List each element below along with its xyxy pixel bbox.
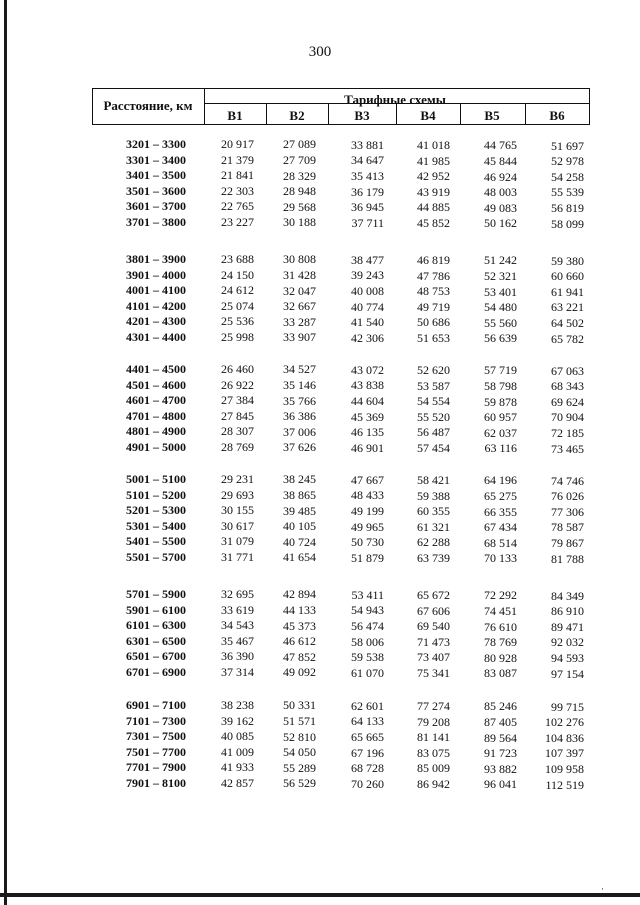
tariff-value-b2: 38 245 (283, 472, 316, 487)
distance-range: 3201 – 3300 (126, 137, 186, 151)
tariff-value-b1: 36 390 (221, 649, 254, 664)
column-header-b4: B4 (420, 108, 436, 123)
tariff-value-b6: 58 099 (551, 216, 584, 231)
distance-range: 6901 – 7100 (126, 698, 186, 712)
tariff-value-b3: 53 411 (351, 587, 384, 602)
tariff-value-b1: 28 307 (221, 424, 254, 439)
tariff-value-b1: 34 543 (221, 618, 254, 633)
distance-range: 5901 – 6100 (126, 602, 186, 617)
tariff-value-b4: 44 885 (417, 200, 450, 215)
tariff-value-b2: 49 092 (283, 665, 316, 680)
tariff-value-b6: 52 978 (551, 154, 584, 169)
tariff-value-b5: 58 798 (484, 378, 517, 393)
tariff-value-b2: 34 527 (283, 362, 316, 377)
tariff-value-b3: 45 369 (351, 409, 384, 424)
distance-range: 5701 – 5900 (126, 587, 186, 601)
tariff-value-b3: 61 070 (351, 665, 384, 680)
tariff-value-b6: 73 465 (551, 441, 584, 456)
column-header-b3: B3 (354, 108, 370, 123)
tariff-value-b6: 56 819 (551, 201, 584, 215)
tariff-value-b2: 31 428 (283, 268, 316, 282)
tariff-value-b1: 24 612 (221, 283, 254, 298)
tariff-value-b1: 39 162 (221, 713, 254, 728)
tariff-value-b2: 36 386 (283, 409, 316, 424)
tariff-value-b6: 70 904 (551, 410, 584, 425)
tariff-value-b3: 59 538 (351, 650, 384, 665)
tariff-value-b5: 87 405 (484, 714, 517, 729)
tariff-value-b5: 54 480 (484, 300, 517, 315)
tariff-value-b1: 24 150 (221, 267, 254, 282)
tariff-value-b6: 77 306 (551, 504, 584, 519)
tariff-value-b3: 43 838 (351, 378, 384, 393)
tariff-value-b6: 65 782 (551, 331, 584, 346)
tariff-value-b4: 58 421 (417, 473, 450, 487)
tariff-value-b1: 29 693 (221, 487, 254, 502)
tariff-value-b1: 38 238 (221, 698, 254, 712)
tariff-value-b6: 63 221 (551, 300, 584, 315)
distance-range: 3701 – 3800 (126, 215, 186, 229)
tariff-value-b1: 23 227 (221, 215, 254, 229)
tariff-value-b2: 52 810 (283, 729, 316, 744)
tariff-value-b2: 29 568 (283, 199, 316, 214)
tariff-value-b1: 26 922 (221, 377, 254, 392)
distance-range: 3801 – 3900 (126, 252, 186, 266)
distance-range: 7501 – 7700 (126, 744, 186, 759)
tariff-value-b2: 54 050 (283, 745, 316, 760)
tariff-value-b3: 43 072 (351, 362, 384, 377)
tariff-value-b2: 33 287 (283, 314, 316, 329)
distance-range: 4301 – 4400 (126, 330, 186, 344)
tariff-value-b5: 50 162 (484, 216, 517, 231)
tariff-value-b4: 45 852 (417, 216, 450, 230)
tariff-value-b4: 53 587 (417, 378, 450, 393)
tariff-value-b2: 46 612 (283, 634, 316, 649)
tariff-value-b6: 54 258 (551, 169, 584, 184)
distance-range: 7901 – 8100 (126, 776, 186, 790)
tariff-value-b1: 30 155 (221, 503, 254, 518)
tariff-value-b5: 96 041 (484, 777, 517, 792)
tariff-value-b3: 48 433 (351, 488, 384, 503)
tariff-value-b5: 70 133 (484, 551, 517, 566)
distance-range: 3301 – 3400 (126, 152, 186, 167)
tariff-value-b6: 55 539 (551, 185, 584, 200)
tariff-value-b1: 26 460 (221, 362, 254, 376)
tariff-value-b5: 83 087 (484, 666, 517, 681)
tariff-value-b2: 47 852 (283, 649, 316, 664)
distance-range: 4801 – 4900 (126, 424, 186, 439)
tariff-value-b4: 47 786 (417, 268, 450, 283)
tariff-value-b3: 65 665 (351, 729, 384, 744)
tariff-value-b5: 49 083 (484, 200, 517, 215)
tariff-value-b1: 21 841 (221, 168, 254, 183)
tariff-value-b4: 73 407 (417, 650, 450, 665)
tariff-value-b2: 37 626 (283, 440, 316, 455)
tariff-value-b4: 41 018 (417, 138, 450, 152)
tariff-value-b6: 64 502 (551, 316, 584, 330)
tariff-value-b2: 30 808 (283, 252, 316, 267)
distance-range: 5201 – 5300 (126, 503, 186, 518)
distance-range: 4001 – 4100 (126, 283, 186, 298)
distance-range: 4501 – 4600 (126, 377, 186, 392)
tariff-value-b1: 21 379 (221, 152, 254, 167)
tariff-value-b1: 30 617 (221, 518, 254, 533)
tariff-value-b3: 50 730 (351, 535, 384, 550)
tariff-value-b6: 102 276 (545, 715, 584, 730)
tariff-value-b3: 46 901 (351, 440, 384, 455)
distance-range: 6701 – 6900 (126, 665, 186, 679)
tariff-value-b5: 55 560 (484, 315, 517, 330)
tariff-value-b4: 75 341 (417, 666, 450, 680)
tariff-value-b4: 77 274 (417, 699, 450, 713)
distance-range: 6301 – 6500 (126, 633, 186, 648)
tariff-value-b2: 56 529 (283, 776, 316, 791)
tariff-value-b1: 25 074 (221, 298, 254, 313)
distance-range: 4201 – 4300 (126, 314, 186, 329)
tariff-value-b6: 89 471 (551, 619, 584, 634)
tariff-value-b6: 69 624 (551, 394, 584, 409)
tariff-value-b1: 32 695 (221, 587, 254, 601)
tariff-value-b2: 42 894 (283, 587, 316, 602)
tariff-value-b1: 25 536 (221, 314, 254, 329)
tariff-value-b1: 22 765 (221, 199, 254, 214)
tariff-value-b4: 83 075 (417, 745, 450, 760)
distance-range: 4701 – 4800 (126, 408, 186, 423)
tariff-schemes-header: Тарифные схемы (344, 92, 446, 107)
tariff-value-b4: 79 208 (417, 714, 450, 729)
tariff-value-b4: 71 473 (417, 634, 450, 649)
tariff-value-b2: 50 331 (283, 698, 316, 713)
tariff-value-b5: 68 514 (484, 535, 517, 550)
distance-range: 3601 – 3700 (126, 199, 186, 214)
tariff-value-b5: 85 246 (484, 699, 517, 714)
tariff-value-b1: 22 303 (221, 183, 254, 198)
tariff-value-b1: 40 085 (221, 729, 254, 744)
distance-range: 4901 – 5000 (126, 440, 186, 454)
column-header-b5: B5 (484, 108, 500, 123)
distance-range: 7101 – 7300 (126, 713, 186, 728)
distance-range: 7701 – 7900 (126, 760, 186, 775)
tariff-value-b4: 60 355 (417, 504, 450, 519)
distance-range: 3501 – 3600 (126, 183, 186, 198)
distance-range: 6101 – 6300 (126, 618, 186, 633)
tariff-value-b6: 76 026 (551, 489, 584, 504)
tariff-value-b6: 51 697 (551, 138, 584, 153)
tariff-value-b6: 81 788 (551, 551, 584, 566)
tariff-value-b5: 63 116 (484, 441, 517, 456)
tariff-value-b6: 92 032 (551, 635, 584, 650)
tariff-value-b3: 44 604 (351, 393, 384, 408)
tariff-value-b3: 33 881 (351, 137, 384, 152)
distance-range: 5101 – 5200 (126, 487, 186, 502)
tariff-value-b4: 50 686 (417, 315, 450, 330)
tariff-value-b3: 41 540 (351, 315, 384, 330)
tariff-value-b3: 34 647 (351, 153, 384, 168)
tariff-value-b6: 72 185 (551, 426, 584, 440)
tariff-value-b5: 66 355 (484, 504, 517, 519)
tariff-value-b1: 29 231 (221, 472, 254, 486)
column-header-b6: B6 (549, 108, 565, 123)
tariff-value-b6: 112 519 (545, 777, 584, 792)
scan-speck: · (601, 884, 604, 894)
tariff-value-b3: 40 008 (351, 283, 384, 298)
tariff-value-b2: 28 329 (283, 168, 316, 183)
tariff-value-b1: 27 384 (221, 393, 254, 408)
tariff-value-b2: 35 766 (283, 393, 316, 408)
distance-range: 3901 – 4000 (126, 267, 186, 282)
tariff-value-b5: 76 610 (484, 619, 517, 634)
tariff-value-b5: 59 878 (484, 394, 517, 409)
tariff-value-b5: 45 844 (484, 153, 517, 168)
tariff-value-b2: 40 105 (283, 519, 316, 534)
tariff-value-b2: 35 146 (283, 378, 316, 392)
tariff-value-b6: 68 343 (551, 379, 584, 394)
tariff-value-b3: 35 413 (351, 168, 384, 183)
tariff-value-b3: 70 260 (351, 776, 384, 791)
tariff-value-b1: 27 845 (221, 408, 254, 423)
tariff-value-b6: 74 746 (551, 473, 584, 488)
column-header-b1: B1 (227, 108, 243, 123)
tariff-value-b6: 104 836 (545, 730, 584, 745)
tariff-value-b2: 40 724 (283, 534, 316, 549)
tariff-value-b6: 99 715 (551, 699, 584, 714)
distance-range: 4101 – 4200 (126, 298, 186, 313)
tariff-value-b3: 51 879 (351, 550, 384, 565)
tariff-value-b5: 74 451 (484, 603, 517, 618)
tariff-value-b4: 57 454 (417, 441, 450, 455)
distance-range: 5301 – 5400 (126, 518, 186, 533)
column-header-b2: B2 (289, 108, 305, 123)
tariff-value-b6: 107 397 (545, 746, 584, 761)
tariff-value-b5: 78 769 (484, 635, 517, 650)
tariff-value-b5: 57 719 (484, 363, 517, 378)
tariff-value-b1: 41 009 (221, 744, 254, 759)
tariff-value-b5: 72 292 (484, 588, 517, 603)
tariff-value-b2: 39 485 (283, 503, 316, 518)
tariff-value-b4: 59 388 (417, 488, 450, 503)
tariff-value-b2: 45 373 (283, 618, 316, 633)
tariff-value-b1: 35 467 (221, 633, 254, 648)
tariff-value-b5: 93 882 (484, 761, 517, 776)
distance-range: 7301 – 7500 (126, 729, 186, 744)
tariff-value-b1: 23 688 (221, 252, 254, 266)
tariff-value-b3: 36 179 (351, 184, 384, 199)
tariff-value-b2: 51 571 (283, 714, 316, 728)
tariff-value-b5: 53 401 (484, 284, 517, 299)
tariff-value-b2: 30 188 (283, 215, 316, 230)
tariff-value-b4: 46 819 (417, 253, 450, 267)
tariff-value-b3: 36 945 (351, 200, 384, 215)
tariff-value-b1: 41 933 (221, 760, 254, 775)
tariff-value-b4: 61 321 (417, 519, 450, 534)
tariff-value-b5: 89 564 (484, 730, 517, 745)
distance-range: 4401 – 4500 (126, 362, 186, 376)
tariff-value-b1: 33 619 (221, 602, 254, 617)
tariff-value-b3: 56 474 (351, 618, 384, 633)
tariff-value-b1: 20 917 (221, 137, 254, 151)
tariff-value-b3: 39 243 (351, 268, 384, 283)
tariff-value-b4: 55 520 (417, 409, 450, 424)
tariff-value-b6: 61 941 (551, 284, 584, 299)
page-number: 300 (308, 44, 332, 60)
tariff-value-b3: 62 601 (351, 698, 384, 713)
tariff-value-b6: 109 958 (545, 762, 584, 776)
tariff-value-b5: 62 037 (484, 425, 517, 440)
tariff-value-b4: 42 952 (417, 169, 450, 184)
tariff-value-b3: 68 728 (351, 761, 384, 776)
tariff-value-b6: 97 154 (551, 666, 584, 681)
tariff-value-b5: 65 275 (484, 488, 517, 503)
tariff-value-b6: 86 910 (551, 604, 584, 619)
distance-range: 5501 – 5700 (126, 550, 186, 564)
tariff-value-b2: 28 948 (283, 184, 316, 199)
tariff-value-b2: 38 865 (283, 488, 316, 502)
tariff-value-b2: 37 006 (283, 424, 316, 439)
tariff-value-b3: 42 306 (351, 330, 384, 345)
tariff-value-b2: 27 709 (283, 153, 316, 167)
tariff-value-b3: 47 667 (351, 472, 384, 487)
tariff-value-b3: 67 196 (351, 745, 384, 760)
tariff-value-b5: 44 765 (484, 138, 517, 153)
tariff-value-b1: 42 857 (221, 776, 254, 790)
distance-range: 6501 – 6700 (126, 649, 186, 664)
tariff-value-b5: 67 434 (484, 520, 517, 535)
tariff-value-b4: 67 606 (417, 603, 450, 618)
tariff-value-b2: 32 047 (283, 283, 316, 298)
tariff-value-b5: 91 723 (484, 746, 517, 761)
tariff-value-b2: 27 089 (283, 137, 316, 152)
tariff-value-b3: 49 199 (351, 503, 384, 518)
tariff-value-b4: 62 288 (417, 535, 450, 550)
tariff-value-b5: 52 321 (484, 268, 517, 283)
tariff-value-b4: 69 540 (417, 619, 450, 634)
tariff-value-b5: 64 196 (484, 473, 517, 488)
tariff-value-b1: 25 998 (221, 330, 254, 344)
tariff-value-b4: 41 985 (417, 153, 450, 168)
tariff-value-b6: 59 380 (551, 253, 584, 268)
tariff-value-b4: 54 554 (417, 394, 450, 409)
tariff-value-b1: 37 314 (221, 665, 254, 679)
tariff-value-b5: 48 003 (484, 185, 517, 200)
tariff-value-b6: 78 587 (551, 520, 584, 535)
tariff-value-b4: 52 620 (417, 363, 450, 377)
tariff-value-b4: 43 919 (417, 184, 450, 199)
tariff-value-b6: 94 593 (551, 651, 584, 665)
tariff-value-b1: 28 769 (221, 440, 254, 454)
tariff-value-b4: 48 753 (417, 284, 450, 299)
tariff-value-b3: 38 477 (351, 252, 384, 267)
tariff-value-b3: 58 006 (351, 634, 384, 649)
tariff-value-b6: 84 349 (551, 588, 584, 603)
tariff-value-b2: 41 654 (283, 550, 316, 565)
tariff-value-b1: 31 771 (221, 550, 254, 564)
tariff-value-b3: 64 133 (351, 714, 384, 729)
tariff-value-b3: 49 965 (351, 519, 384, 534)
tariff-value-b2: 44 133 (283, 603, 316, 617)
distance-range: 4601 – 4700 (126, 393, 186, 408)
tariff-value-b4: 85 009 (417, 761, 450, 776)
tariff-value-b5: 56 639 (484, 331, 517, 346)
tariff-value-b5: 51 242 (484, 253, 517, 268)
tariff-value-b3: 54 943 (351, 603, 384, 618)
tariff-value-b6: 60 660 (551, 269, 584, 284)
tariff-value-b5: 80 928 (484, 650, 517, 665)
tariff-value-b2: 33 907 (283, 330, 316, 345)
tariff-value-b4: 56 487 (417, 425, 450, 440)
tariff-value-b3: 46 135 (351, 425, 384, 440)
distance-range: 5001 – 5100 (126, 472, 186, 486)
distance-header: Расстояние, км (103, 98, 193, 113)
tariff-value-b2: 32 667 (283, 299, 316, 314)
tariff-value-b4: 65 672 (417, 588, 450, 602)
tariff-value-b3: 40 774 (351, 299, 384, 314)
tariff-value-b4: 63 739 (417, 551, 450, 565)
tariff-value-b6: 79 867 (551, 536, 584, 550)
tariff-value-b5: 60 957 (484, 410, 517, 425)
tariff-value-b4: 51 653 (417, 331, 450, 345)
tariff-value-b4: 86 942 (417, 777, 450, 791)
tariff-value-b2: 55 289 (283, 760, 316, 775)
tariff-value-b3: 37 711 (351, 215, 384, 230)
distance-range: 5401 – 5500 (126, 534, 186, 549)
tariff-value-b5: 46 924 (484, 169, 517, 184)
tariff-value-b6: 67 063 (551, 363, 584, 378)
tariff-value-b4: 81 141 (417, 730, 450, 745)
tariff-value-b4: 49 719 (417, 299, 450, 314)
distance-range: 3401 – 3500 (126, 168, 186, 183)
tariff-value-b1: 31 079 (221, 534, 254, 549)
